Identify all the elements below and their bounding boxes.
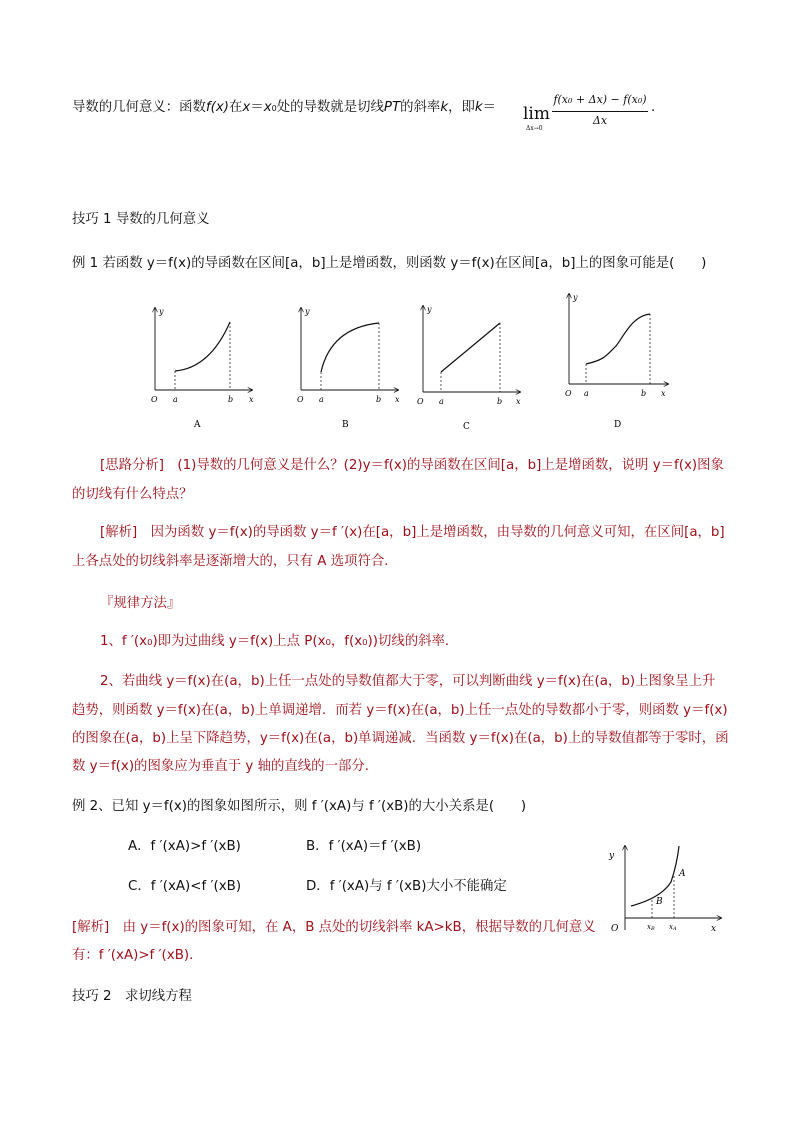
- skill1-title: 技巧 1 导数的几何意义: [72, 212, 210, 227]
- method-item2-line4: 数 y＝f(x)的图象应为垂直于 y 轴的直线的一部分．: [72, 759, 379, 774]
- k-symbol: k: [440, 100, 449, 115]
- example2-x-label: x: [711, 924, 717, 934]
- example2-option-b: B．f ′(xA)＝f ′(xB): [306, 839, 422, 854]
- analysis1-line2: 的切线有什么特点？: [72, 487, 193, 502]
- analysis1-line1: [思路分析] (1)导数的几何意义是什么？(2)y＝f(x)的导函数在区间[a，b]上是增函数，说明 y＝f(x)图象: [100, 458, 724, 473]
- example1-text: 若函数 y＝f(x)的导函数在区间[a，b]上是增函数，则函数 y＝f(x)在区间[a，b]上的图象可能是( ): [102, 256, 707, 271]
- definition-text-b: 在: [229, 100, 243, 115]
- definition-period: .: [651, 100, 656, 115]
- graph-d: [565, 293, 668, 430]
- graph-a-curve: [175, 322, 230, 371]
- solution1-line2: 上各点处的切线斜率是逐渐增大的，只有 A 选项符合．: [72, 554, 398, 569]
- definition-text-e: ，即: [448, 100, 475, 115]
- equals-sign: ＝: [250, 100, 264, 115]
- graph-b: [297, 307, 400, 430]
- graph-b-x-label: x: [395, 395, 400, 404]
- example2-curve: [631, 846, 679, 906]
- fraction-denominator: Δx: [592, 114, 608, 127]
- solution2-line1: [解析] 由 y＝f(x)的图象可知，在 A，B 点处的切线斜率 kA>kB，根据导数的几何意义: [72, 920, 596, 935]
- graph-d-x-label: x: [661, 389, 666, 398]
- example2-origin: O: [611, 924, 619, 934]
- graph-b-a-label: a: [319, 395, 324, 404]
- fraction-bar: [552, 111, 648, 112]
- example2-question: 例 2、已知 y＝f(x)的图象如图所示，则 f ′(xA)与 f ′(xB)的大小关系是( ): [72, 799, 527, 814]
- graph-a: [151, 307, 254, 430]
- definition-text-d: 的斜率: [400, 100, 441, 115]
- definition-line: [72, 98, 496, 119]
- graph-d-origin: O: [565, 389, 572, 398]
- example1-label: 例 1: [72, 256, 99, 271]
- graph-c: [417, 305, 521, 430]
- graph-d-caption: D: [614, 420, 622, 430]
- solution2-line2: 有：f ′(xA)>f ′(xB)．: [72, 948, 203, 963]
- x-symbol: x: [242, 100, 251, 115]
- skill2-title: 技巧 2 求切线方程: [72, 989, 192, 1004]
- k2-symbol: k: [474, 100, 483, 115]
- definition-text: 导数的几何意义：函数: [72, 100, 206, 115]
- graph-c-caption: C: [463, 422, 470, 430]
- example2-point-b: B: [656, 897, 663, 907]
- example2-xa-label: xA: [669, 923, 677, 932]
- example1-question: [72, 254, 706, 274]
- example2-point-a: A: [679, 869, 686, 879]
- x0-subscript: 0: [271, 104, 277, 113]
- example2-graph: [603, 840, 728, 940]
- example2-xb-label: xB: [647, 923, 655, 932]
- graph-b-caption: B: [342, 420, 349, 430]
- graph-a-origin: O: [151, 395, 158, 404]
- graph-a-a-label: a: [173, 395, 178, 404]
- graph-b-b-label: b: [376, 395, 382, 404]
- graph-c-a-label: a: [439, 397, 444, 406]
- example2-y-label: y: [609, 851, 615, 861]
- graph-a-caption: A: [194, 420, 201, 430]
- graph-b-curve: [321, 323, 379, 372]
- limit-subscript: Δx→0: [526, 125, 543, 132]
- graph-c-line: [441, 323, 500, 372]
- equals-sign-2: ＝: [482, 100, 497, 115]
- graph-d-a-label: a: [584, 389, 589, 398]
- pt-symbol: PT: [383, 100, 401, 115]
- graph-c-x-label: x: [516, 397, 521, 406]
- example2-option-a: A．f ′(xA)>f ′(xB): [128, 839, 241, 854]
- method-item2-line2: 趋势，则函数 y＝f(x)在(a，b)上单调递增．而若 y＝f(x)在(a，b)上任一点处的导数都小于零，则函数 y＝f(x): [72, 703, 728, 718]
- method-item1: 1、f ′(x₀)即为过曲线 y＝f(x)上点 P(x₀，f(x₀))切线的斜率．: [100, 634, 459, 649]
- example1-graphs: [140, 290, 680, 430]
- fraction-numerator: f(x₀ + Δx) − f(x₀): [553, 93, 647, 106]
- graph-b-y-label: y: [305, 307, 310, 316]
- graph-b-origin: O: [297, 395, 304, 404]
- graph-c-y-label: y: [427, 305, 432, 314]
- graph-c-b-label: b: [497, 397, 503, 406]
- graph-d-b-label: b: [641, 389, 647, 398]
- definition-text-c: 处的导数就是切线: [276, 100, 384, 115]
- graph-d-y-label: y: [573, 293, 578, 302]
- example2-option-d: D．f ′(xA)与 f ′(xB)大小不能确定: [306, 879, 507, 894]
- graph-a-x-label: x: [249, 395, 254, 404]
- method-item2-line1: 2、若曲线 y＝f(x)在(a，b)上任一点处的导数值都大于零，可以判断曲线 y＝f(x)在(a，b)上图象呈上升: [100, 674, 716, 689]
- solution1-line1: [解析] 因为函数 y＝f(x)的导函数 y＝f ′(x)在[a，b]上是增函数，由导数的几何意义可知，在区间[a，b]: [100, 525, 725, 540]
- graph-c-origin: O: [417, 397, 424, 406]
- method-title: 『规律方法』: [100, 596, 181, 611]
- graph-d-curve: [586, 314, 650, 364]
- method-item2-line3: 的图象在(a，b)上呈下降趋势，y＝f(x)在(a，b)单调递减．当函数 y＝f(x)在(a，b)上的导数值都等于零时，函: [72, 731, 729, 746]
- graph-a-y-label: y: [159, 307, 164, 316]
- x0-symbol: x: [263, 100, 272, 115]
- graph-a-b-label: b: [228, 395, 234, 404]
- limit-symbol: lim: [523, 104, 550, 124]
- fx-symbol: f(x): [205, 100, 229, 115]
- example2-option-c: C．f ′(xA)<f ′(xB): [128, 879, 242, 894]
